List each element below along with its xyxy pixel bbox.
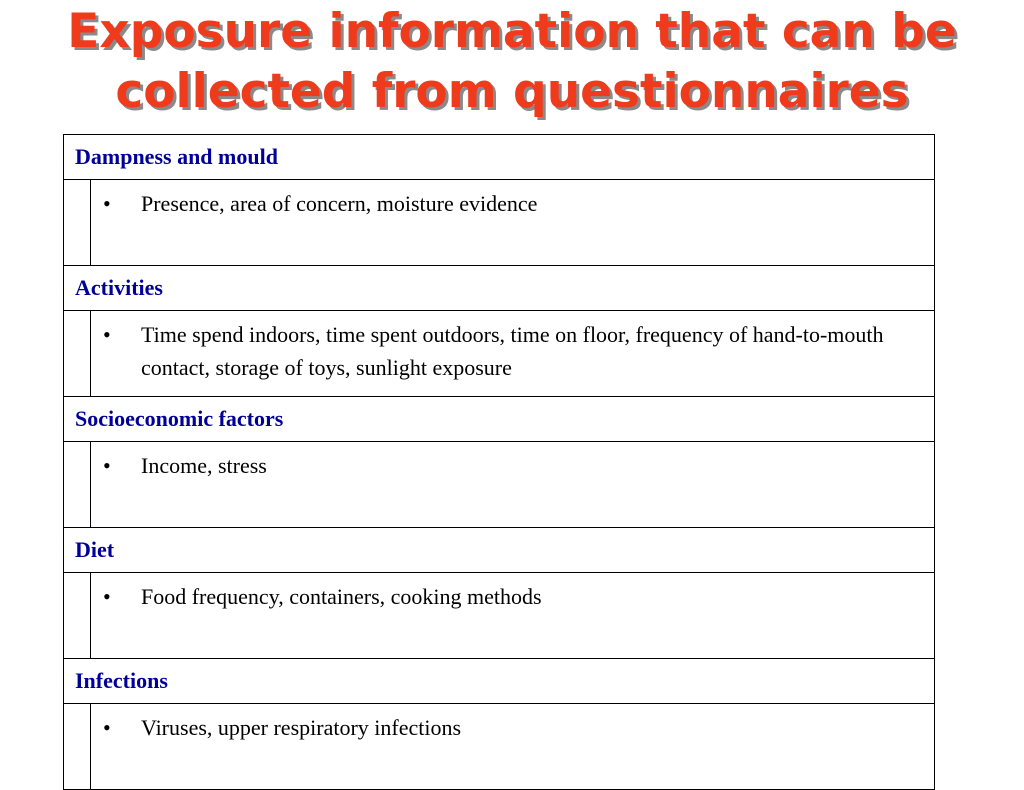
- section-heading: Activities: [64, 266, 935, 311]
- section-heading-row: [64, 135, 935, 180]
- section-heading-row: [64, 528, 935, 573]
- bullet-item: [101, 187, 924, 220]
- bullet-text: Viruses, upper respiratory infections: [141, 715, 462, 740]
- slide-title-line-2: collected from questionnaires: [115, 64, 909, 119]
- bullet-icon: •: [103, 322, 111, 347]
- slide-title-line-1: Exposure information that can be: [67, 4, 957, 59]
- indent-cell: [64, 180, 91, 266]
- section-item-cell: [91, 704, 935, 790]
- bullet-icon: •: [103, 191, 111, 216]
- bullet-item: [101, 449, 924, 482]
- section-heading: Diet: [64, 528, 935, 573]
- indent-cell: [64, 311, 91, 397]
- section-heading-row: [64, 266, 935, 311]
- bullet-item: [101, 580, 924, 613]
- section-heading-row: [64, 397, 935, 442]
- section-item-cell: [91, 180, 935, 266]
- bullet-text: Time spend indoors, time spent outdoors, time on floor, frequency of hand-to-mouth contact, storage of toys, sunlight exposure: [141, 322, 884, 380]
- section-heading-row: [64, 659, 935, 704]
- section-heading: Dampness and mould: [64, 135, 935, 180]
- indent-cell: [64, 573, 91, 659]
- bullet-icon: •: [103, 584, 111, 609]
- section-heading: Infections: [64, 659, 935, 704]
- section-item-row: [64, 311, 935, 397]
- section-item-row: [64, 573, 935, 659]
- section-item-cell: [91, 573, 935, 659]
- bullet-item: [101, 318, 924, 384]
- slide-title: [0, 2, 1024, 122]
- bullet-item: [101, 711, 924, 744]
- indent-cell: [64, 442, 91, 528]
- bullet-text: Income, stress: [141, 453, 267, 478]
- bullet-text: Food frequency, containers, cooking methods: [141, 584, 542, 609]
- section-item-cell: [91, 442, 935, 528]
- bullet-icon: •: [103, 715, 111, 740]
- section-heading: Socioeconomic factors: [64, 397, 935, 442]
- exposure-table: [63, 134, 935, 790]
- section-item-row: [64, 704, 935, 790]
- bullet-icon: •: [103, 453, 111, 478]
- indent-cell: [64, 704, 91, 790]
- section-item-row: [64, 442, 935, 528]
- bullet-text: Presence, area of concern, moisture evidence: [141, 191, 538, 216]
- section-item-cell: [91, 311, 935, 397]
- section-item-row: [64, 180, 935, 266]
